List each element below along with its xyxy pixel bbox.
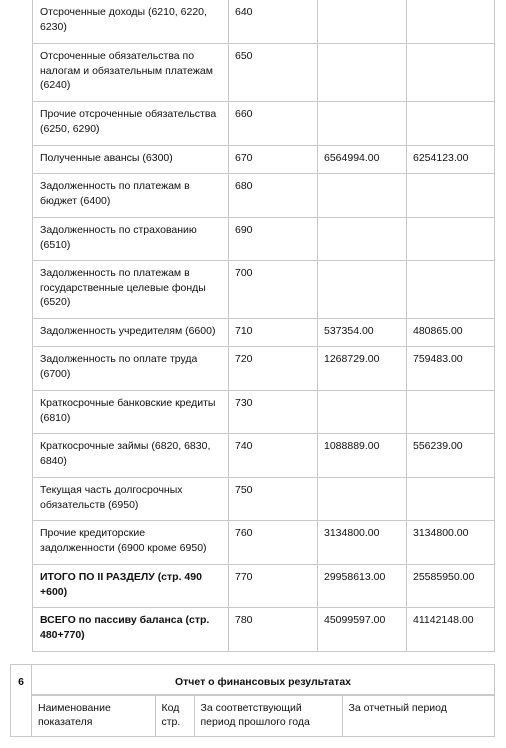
section-title: Отчет о финансовых результатах: [32, 665, 495, 695]
row-code-cell: 640: [229, 0, 318, 44]
table-row: [33, 391, 495, 434]
row-current-period-cell: 6254123.00: [407, 146, 495, 174]
row-prev-period-cell: 29958613.00: [318, 565, 407, 608]
indicator-column-header: Наименование показателя: [32, 695, 155, 736]
section-table: [10, 664, 495, 737]
row-prev-period-cell: 537354.00: [318, 319, 407, 347]
row-code-cell: 660: [229, 102, 318, 146]
row-name-cell: Задолженность по платежам в бюджет (6400): [33, 174, 229, 218]
row-code-cell: 670: [229, 146, 318, 174]
table-row: [33, 434, 495, 478]
row-prev-period-cell: [318, 44, 407, 102]
table-row: [33, 146, 495, 174]
row-name-cell: Отсроченные доходы (6210, 6220, 6230): [33, 0, 229, 44]
row-current-period-cell: [407, 391, 495, 434]
row-code-cell: 650: [229, 44, 318, 102]
table-row: [33, 608, 495, 652]
table-row: [33, 174, 495, 218]
row-prev-period-cell: [318, 478, 407, 521]
row-code-cell: 750: [229, 478, 318, 521]
row-current-period-cell: 25585950.00: [407, 565, 495, 608]
row-name-cell: Краткосрочные займы (6820, 6830, 6840): [33, 434, 229, 478]
row-current-period-cell: 480865.00: [407, 319, 495, 347]
row-prev-period-cell: [318, 102, 407, 146]
current-period-column-header: За отчетный период: [342, 695, 495, 736]
row-prev-period-cell: [318, 174, 407, 218]
row-code-cell: 700: [229, 261, 318, 319]
table-row: [33, 521, 495, 565]
row-code-cell: 730: [229, 391, 318, 434]
row-current-period-cell: [407, 261, 495, 319]
row-code-cell: 770: [229, 565, 318, 608]
row-prev-period-cell: 45099597.00: [318, 608, 407, 652]
row-prev-period-cell: 3134800.00: [318, 521, 407, 565]
results-table-container: [32, 694, 495, 736]
section-header-row: [11, 665, 495, 695]
row-current-period-cell: 759483.00: [407, 347, 495, 391]
row-prev-period-cell: 1088889.00: [318, 434, 407, 478]
section-number: 6: [11, 665, 32, 737]
row-current-period-cell: 41142148.00: [407, 608, 495, 652]
row-name-cell: Отсроченные обязательства по налогам и обязательным платежам (6240): [33, 44, 229, 102]
row-prev-period-cell: [318, 0, 407, 44]
row-name-cell: Полученные авансы (6300): [33, 146, 229, 174]
code-column-header: Код стр.: [155, 695, 194, 736]
row-name-cell: Текущая часть долгосрочных обязательств (6950): [33, 478, 229, 521]
table-row: [33, 0, 495, 44]
results-header-table: [32, 695, 495, 736]
table-row: [33, 44, 495, 102]
prev-period-column-header: За соответствующий период прошлого года: [194, 695, 342, 736]
row-name-cell: Задолженность по оплате труда (6700): [33, 347, 229, 391]
row-name-cell: Прочие отсроченные обязательства (6250, 6290): [33, 102, 229, 146]
row-code-cell: 740: [229, 434, 318, 478]
row-current-period-cell: [407, 218, 495, 261]
table-row: [33, 347, 495, 391]
row-name-cell: Задолженность учредителям (6600): [33, 319, 229, 347]
row-code-cell: 690: [229, 218, 318, 261]
row-name-cell: ВСЕГО по пассиву баланса (стр. 480+770): [33, 608, 229, 652]
row-current-period-cell: 3134800.00: [407, 521, 495, 565]
row-current-period-cell: [407, 102, 495, 146]
row-prev-period-cell: 1268729.00: [318, 347, 407, 391]
row-code-cell: 780: [229, 608, 318, 652]
table-row: [33, 478, 495, 521]
row-code-cell: 710: [229, 319, 318, 347]
table-row: [33, 218, 495, 261]
row-code-cell: 760: [229, 521, 318, 565]
row-name-cell: Краткосрочные банковские кредиты (6810): [33, 391, 229, 434]
row-name-cell: Задолженность по платежам в государственные целевые фонды (6520): [33, 261, 229, 319]
row-name-cell: ИТОГО ПО II РАЗДЕЛУ (стр. 490 +600): [33, 565, 229, 608]
row-current-period-cell: [407, 0, 495, 44]
row-name-cell: Прочие кредиторские задолженности (6900 кроме 6950): [33, 521, 229, 565]
row-prev-period-cell: [318, 218, 407, 261]
row-current-period-cell: 556239.00: [407, 434, 495, 478]
row-code-cell: 720: [229, 347, 318, 391]
row-current-period-cell: [407, 478, 495, 521]
balance-sheet-body: [33, 0, 495, 652]
row-prev-period-cell: 6564994.00: [318, 146, 407, 174]
table-row: [33, 565, 495, 608]
row-name-cell: Задолженность по страхованию (6510): [33, 218, 229, 261]
results-header-row: [32, 695, 495, 736]
table-row: [33, 102, 495, 146]
balance-sheet-table: [32, 0, 495, 652]
row-prev-period-cell: [318, 261, 407, 319]
table-row: [33, 319, 495, 347]
row-current-period-cell: [407, 174, 495, 218]
row-prev-period-cell: [318, 391, 407, 434]
section-columns-row: [11, 694, 495, 736]
row-current-period-cell: [407, 44, 495, 102]
table-row: [33, 261, 495, 319]
row-code-cell: 680: [229, 174, 318, 218]
